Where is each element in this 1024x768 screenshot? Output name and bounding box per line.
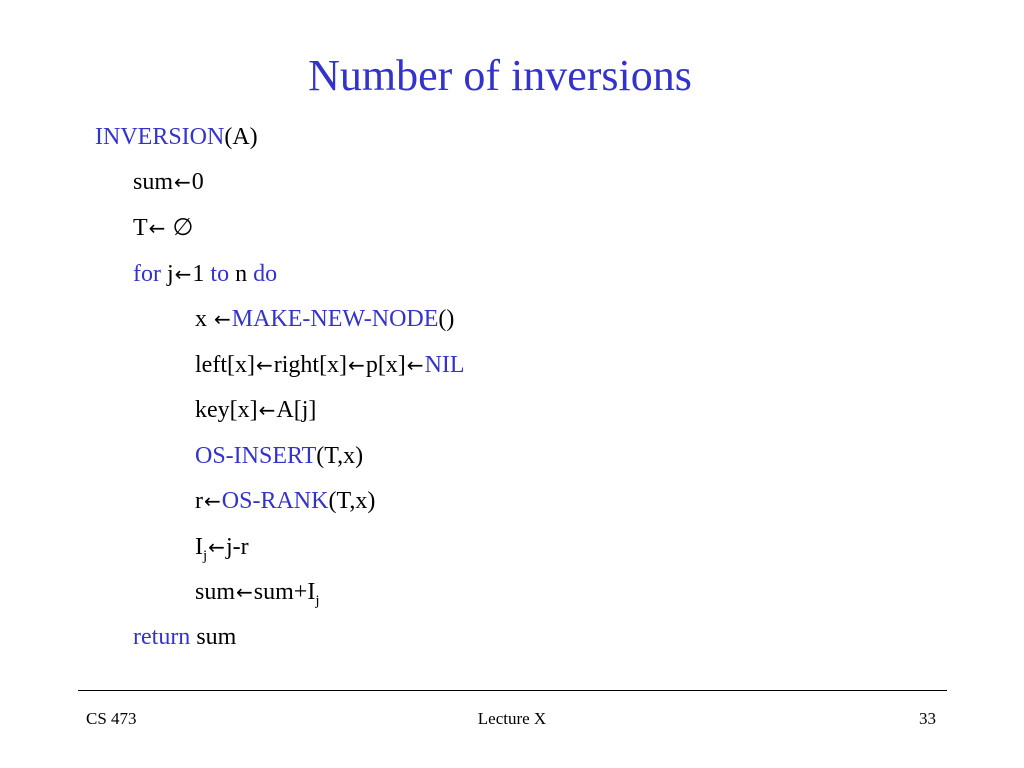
procedure-args: (A) — [224, 124, 258, 150]
code-line-11 — [195, 577, 320, 616]
keyword-return: return — [133, 624, 191, 650]
subscript: j — [315, 593, 320, 609]
code-text: n — [229, 261, 254, 287]
code-line-9 — [195, 486, 375, 516]
code-line-10 — [195, 532, 249, 571]
left-arrow-icon: ← — [214, 307, 231, 331]
code-text: sum — [195, 579, 236, 605]
footer-divider — [78, 690, 947, 691]
code-text: sum — [133, 169, 174, 195]
code-line-8 — [195, 441, 363, 471]
code-text: sum — [190, 624, 237, 650]
keyword-nil: NIL — [424, 352, 465, 378]
left-arrow-icon: ← — [148, 216, 166, 240]
footer-page-number: 33 — [919, 709, 936, 728]
code-text: A[j] — [276, 397, 317, 423]
slide-title: Number of inversions — [308, 51, 692, 100]
keyword-do: do — [253, 261, 278, 287]
left-arrow-icon: ← — [174, 262, 192, 286]
code-text: r — [195, 488, 203, 514]
keyword-for: for — [133, 261, 161, 287]
code-line-7 — [195, 395, 316, 425]
left-arrow-icon: ← — [208, 535, 225, 559]
left-arrow-icon: ← — [348, 353, 365, 377]
procedure-name: INVERSION — [95, 124, 225, 150]
left-arrow-icon: ← — [406, 353, 424, 377]
function-name: OS-INSERT — [195, 443, 317, 469]
code-text: 0 — [191, 169, 204, 195]
code-text: 1 — [192, 261, 211, 287]
code-text: sum+I — [253, 579, 316, 605]
code-text: () — [438, 306, 455, 332]
code-line-2 — [133, 167, 204, 197]
code-line-1 — [95, 122, 258, 152]
code-text: key[x] — [195, 397, 258, 423]
code-line-12 — [133, 622, 236, 652]
left-arrow-icon: ← — [255, 353, 273, 377]
code-text: p[x] — [365, 352, 406, 378]
code-line-5 — [195, 304, 454, 334]
code-text: I — [195, 534, 203, 560]
footer-lecture: Lecture X — [477, 709, 547, 728]
code-text: j-r — [225, 534, 249, 560]
code-text: j — [160, 261, 174, 287]
code-text: left[x] — [195, 352, 255, 378]
subscript: j — [203, 548, 208, 564]
code-line-4 — [133, 259, 277, 289]
code-text: (T,x) — [328, 488, 376, 514]
left-arrow-icon: ← — [204, 489, 221, 513]
code-text: T — [133, 215, 148, 241]
code-text: (T,x) — [316, 443, 364, 469]
code-text: right[x] — [273, 352, 348, 378]
left-arrow-icon: ← — [258, 398, 276, 422]
left-arrow-icon: ← — [174, 170, 191, 194]
function-name: OS-RANK — [221, 488, 329, 514]
code-line-6 — [195, 350, 465, 380]
empty-set-symbol: ∅ — [166, 215, 194, 241]
footer-course: CS 473 — [86, 709, 137, 728]
code-text: x — [195, 306, 213, 332]
function-name: MAKE-NEW-NODE — [231, 306, 439, 332]
code-line-3 — [133, 213, 193, 243]
left-arrow-icon: ← — [236, 580, 253, 604]
keyword-to: to — [210, 261, 230, 287]
